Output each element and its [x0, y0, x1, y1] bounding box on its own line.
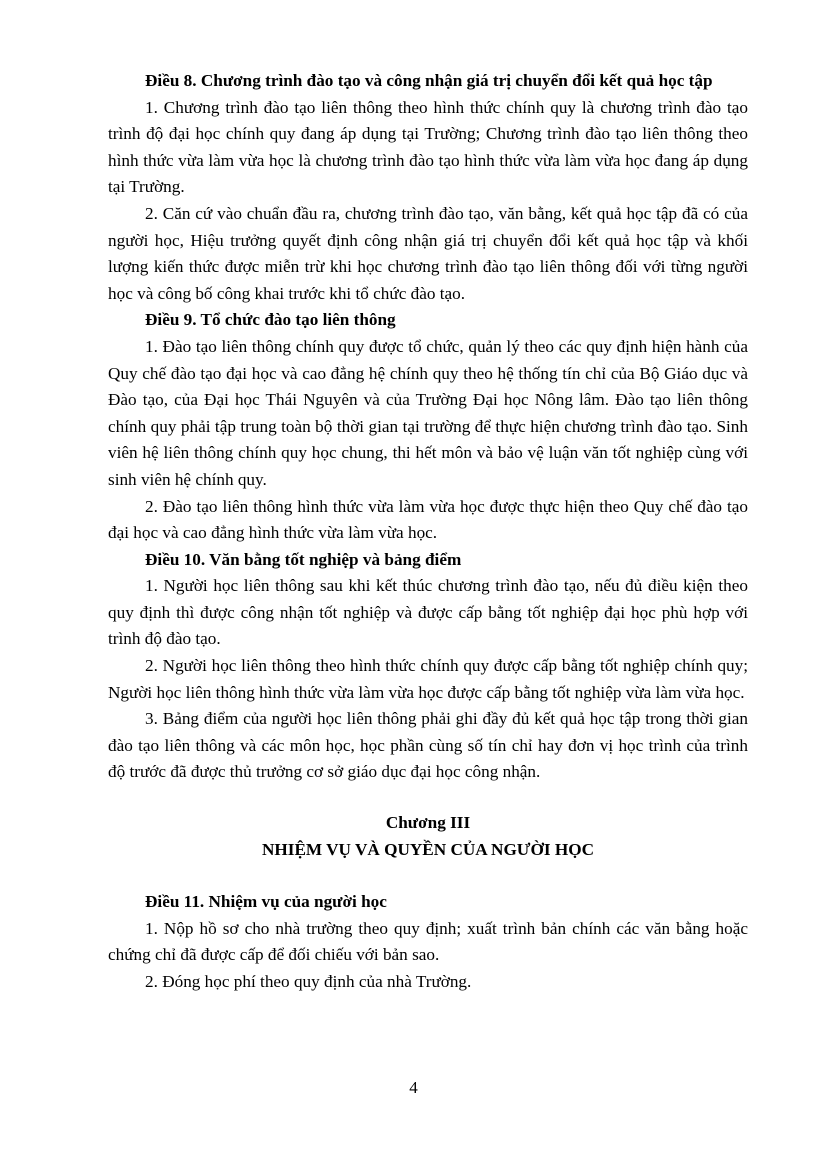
chapter-title: NHIỆM VỤ VÀ QUYỀN CỦA NGƯỜI HỌC: [262, 839, 594, 859]
article-9-heading: Điều 9. Tổ chức đào tạo liên thông: [145, 310, 396, 330]
article-10-paragraph-1: 1. Người học liên thông sau khi kết thúc chương trình đào tạo, nếu đủ điều kiện theo quy định thì được công nhận tốt nghiệp và được cấp bằng tốt nghiệp đại học phù hợp với trình độ đào tạo.: [108, 576, 748, 649]
article-11-heading: Điều 11. Nhiệm vụ của người học: [145, 892, 387, 912]
article-11-paragraph-1: 1. Nộp hồ sơ cho nhà trường theo quy định; xuất trình bản chính các văn bằng hoặc chứng chỉ đã được cấp để đối chiếu với bản sao.: [108, 918, 748, 965]
document-page: [108, 68, 748, 996]
chapter-number: Chương III: [385, 813, 471, 833]
section-spacer: [108, 863, 748, 889]
article-9-paragraph-1: 1. Đào tạo liên thông chính quy được tổ chức, quản lý theo các quy định hiện hành của Quy chế đào tạo đại học và cao đẳng hệ chính quy theo hệ thống tín chỉ của Bộ Giáo dục và Đào tạo, của Đại học Thái Nguyên và của Trường Đại học Nông lâm. Đào tạo liên thông chính quy phải tập trung toàn bộ thời gian tại trường để thực hiện chương trình đào tạo. Sinh viên hệ liên thông chính quy học chung, thi hết môn và bảo vệ luận văn tốt nghiệp cùng với sinh viên hệ chính quy.: [108, 336, 748, 489]
page-number: 4: [409, 1078, 418, 1097]
article-9-paragraph-2: 2. Đào tạo liên thông hình thức vừa làm vừa học được thực hiện theo Quy chế đào tạo đại học và cao đẳng hình thức vừa làm vừa học.: [108, 496, 748, 543]
article-8-paragraph-2: 2. Căn cứ vào chuẩn đầu ra, chương trình đào tạo, văn bằng, kết quả học tập đã có của người học, Hiệu trưởng quyết định công nhận giá trị chuyển đổi kết quả học tập và khối lượng kiến thức được miễn trừ khi học chương trình đào tạo liên thông đối với từng người học và công bố công khai trước khi tổ chức đào tạo.: [108, 203, 748, 303]
article-10-heading: Điều 10. Văn bằng tốt nghiệp và bảng điểm: [145, 549, 462, 569]
article-11-paragraph-2: 2. Đóng học phí theo quy định của nhà Trường.: [145, 972, 472, 991]
article-10-paragraph-3: 3. Bảng điểm của người học liên thông phải ghi đầy đủ kết quả học tập trong thời gian đào tạo liên thông và các môn học, học phần cùng số tín chỉ hay đơn vị học trình của trình độ trước đã được thủ trưởng cơ sở giáo dục đại học công nhận.: [108, 709, 748, 782]
article-10-paragraph-2: 2. Người học liên thông theo hình thức chính quy được cấp bằng tốt nghiệp chính quy; Người học liên thông hình thức vừa làm vừa học được cấp bằng tốt nghiệp vừa làm vừa học.: [108, 656, 748, 702]
article-8-heading: Điều 8. Chương trình đào tạo và công nhận giá trị chuyển đổi kết quả học tập: [145, 71, 713, 90]
article-8-paragraph-1: 1. Chương trình đào tạo liên thông theo hình thức chính quy là chương trình đào tạo trình độ đại học chính quy đang áp dụng tại Trường; Chương trình đào tạo liên thông theo hình thức vừa làm vừa học là chương trình đào tạo hình thức vừa làm vừa học đang áp dụng tại Trường.: [108, 97, 748, 197]
